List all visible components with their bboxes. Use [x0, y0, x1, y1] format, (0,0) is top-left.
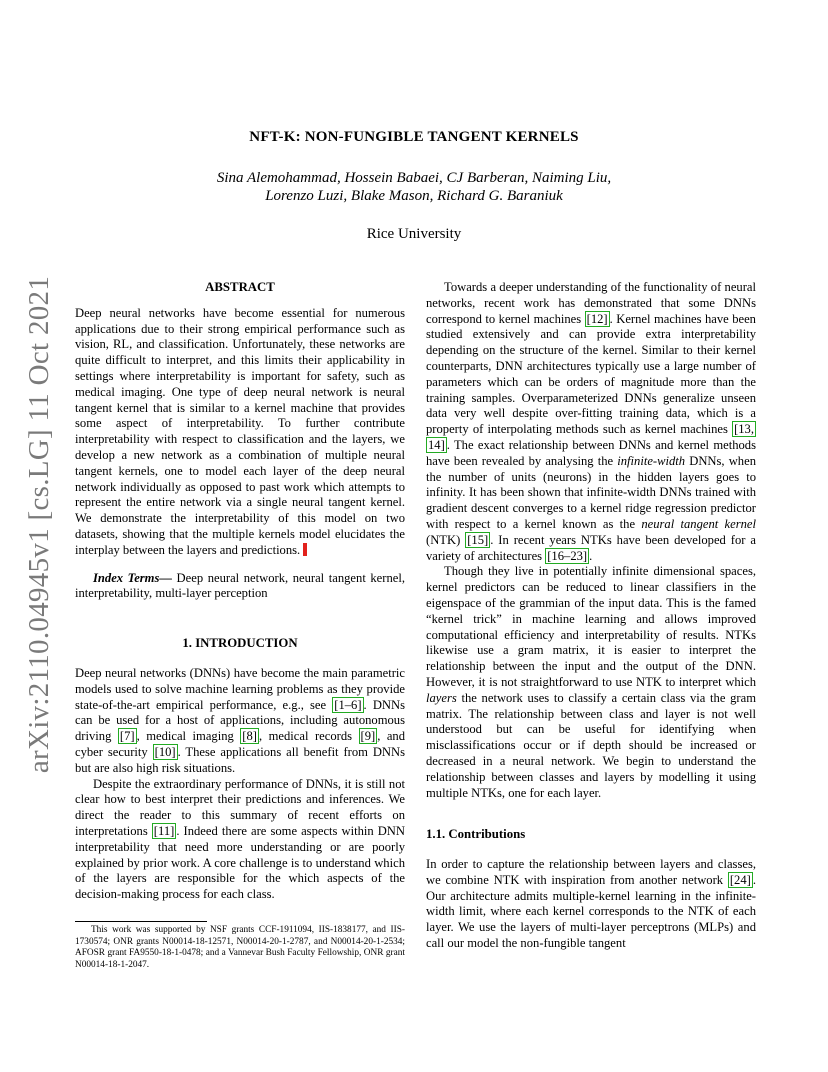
citation-link[interactable]: [8]	[242, 729, 257, 744]
citation-link[interactable]: [15]	[467, 532, 489, 547]
citation-link[interactable]: [9]	[360, 729, 376, 744]
text-run: . These applications all benefit from DNNs but are also high risk situations.	[75, 744, 406, 775]
right-column	[426, 280, 756, 952]
abstract-heading: ABSTRACT	[205, 280, 275, 294]
affiliation: Rice University	[366, 226, 462, 242]
intro-paragraph-2	[75, 777, 405, 903]
text-cursor-icon	[303, 543, 307, 556]
text-run: , and cyber security	[75, 729, 406, 759]
text-run: , medical imaging	[136, 729, 241, 744]
arxiv-stamp	[22, 275, 58, 773]
citation-link[interactable]: [24]	[729, 872, 751, 887]
text-run: . Kernel machines have been studied extensively and can provide extra interpretability depending on the structure of the kernel. Similar to their kernel counterparts, DNN architectures typically use a large number of parameters which can be orders of magnitude more than the training samples. Overparameterized DNNs generalize unseen data very well despite over-fitting training data, which is a property of interpolating methods such as kernel machines	[426, 311, 756, 437]
text-run: . In recent years NTKs have been developed for a variety of architectures	[426, 532, 756, 563]
intro-heading: 1. INTRODUCTION	[182, 636, 298, 651]
left-column	[75, 280, 405, 903]
emphasis-text: infinite-width	[617, 453, 686, 468]
text-run: Deep neural networks (DNNs) have become the main parametric models used to solve machine learning problems as they provide state-of-the-art empirical performance, e.g., see	[75, 665, 405, 712]
emphasis-text: layers	[426, 690, 457, 705]
citation-link[interactable]: [16–23]	[547, 548, 588, 563]
citation-link[interactable]: [7]	[119, 729, 135, 744]
right-paragraph-2	[426, 564, 756, 801]
text-run: the network uses to classify a certain class via the gram matrix. The relationship between class and layer is not well understood but can be useful for identifying when misclassifications occur or if depth should be increased or decreased in a neural network. We begin to understand the relationship between classes and layers by modelling it using multiple NTKs, one for each layer.	[426, 690, 756, 800]
abstract-text	[75, 306, 405, 559]
intro-paragraph-1	[75, 666, 405, 777]
text-run: In order to capture the relationship between layers and classes, we combine NTK with inspiration from another network	[426, 857, 756, 887]
citation-link[interactable]: [1–6]	[334, 697, 362, 712]
footnote-rule	[75, 921, 207, 922]
abstract-body: Deep neural networks have become essential for numerous applications due to their strong empirical performance such as vision, RL, and classification. Unfortunately, these networks are quite difficult to interpret, and this limits their applicability in settings where interpretability is important for safety, such as medical imaging. One type of deep neural network is neural tangent kernel that is similar to a kernel machine that provides some aspect of interpretability. To further contribute interpretability with respect to classification and the layers, we develop a new network as a combination of multiple neural tangent kernels, one to model each layer of the deep neural network individually as opposed to past work which attempts to represent the entire network via a single neural tangent kernel. We demonstrate the interpretability of this model on two datasets, showing that the multiple kernels model elucidates the interplay between the layers and predictions.	[75, 305, 405, 557]
author-list	[0, 169, 828, 205]
text-run: . Our architecture admits multiple-kernel learning in the infinite-width limit, where each kernel corresponds to the NTK of each layer. We use the layers of multi-layer perceptrons (MLPs) and call our model the non-fungible tangent	[426, 872, 756, 951]
emphasis-text: neural tangent kernel	[641, 516, 756, 531]
author-line-2: Lorenzo Luzi, Blake Mason, Richard G. Baraniuk	[265, 188, 563, 204]
right-paragraph-3	[426, 857, 756, 952]
footnote-text: This work was supported by NSF grants CCF-1911094, IIS-1838177, and IIS-1730574; ONR grants N00014-18-12571, N00014-20-1-2787, and N00014-20-1-2534; AFOSR grant FA9550-18-1-0478; and a Vannevar Bush Faculty Fellowship, ONR grant N00014-18-1-2047.	[75, 925, 405, 970]
index-terms	[75, 571, 405, 603]
arxiv-id: arXiv:2110.04945v1 [cs.LG] 11 Oct 2021	[23, 275, 56, 773]
contributions-heading: 1.1. Contributions	[426, 827, 526, 842]
author-line-1: Sina Alemohammad, Hossein Babaei, CJ Barberan, Naiming Liu,	[216, 170, 612, 186]
right-paragraph-1	[426, 280, 756, 564]
text-run: .	[589, 548, 593, 563]
text-run: , medical records	[258, 729, 359, 744]
text-run: . DNNs can be used for a host of applications, including autonomous driving	[75, 697, 406, 744]
text-run: (NTK)	[426, 532, 466, 547]
citation-link[interactable]: [11]	[153, 823, 175, 838]
funding-footnote	[75, 925, 405, 971]
index-terms-text: Deep neural network, neural tangent kernel, interpretability, multi-layer perception	[75, 570, 405, 601]
text-run: Towards a deeper understanding of the functionality of neural networks, recent work has demonstrated that some DNNs correspond to kernel machines	[426, 280, 756, 326]
citation-link[interactable]: [13,	[734, 422, 754, 437]
citation-link[interactable]: [10]	[154, 744, 176, 759]
text-run: . The exact relationship between DNNs and kernel methods have been revealed by analysing the	[426, 437, 756, 468]
citation-link[interactable]: 14]	[428, 437, 445, 452]
text-run: Despite the extraordinary performance of DNNs, it is still not clear how to best interpret their predictions and inferences. We direct the reader to this summary of recent efforts on interpretations	[75, 776, 405, 838]
text-run: . Indeed there are some aspects within DNN interpretability that need more understanding or are poorly explained by prior work. A core challenge is to understand which of the layers are responsible for the which aspects of the decision-making process for each class.	[75, 823, 406, 902]
citation-link[interactable]: [12]	[586, 311, 608, 326]
text-run: DNNs, when the number of units (neurons) in the hidden layers goes to infinity. It has been shown that infinite-width DNNs trained with gradient descent converges to a kernel ridge regression predictor with respect to a kernel known as the	[426, 453, 756, 531]
text-run: Though they live in potentially infinite dimensional spaces, kernel predictors can be reduced to linear classifiers in the eigenspace of the grammian of the input data. This is the famed “kernel trick” in machine learning and allows improved computational efficiency and interpretability of results. NTKs likewise use a gram matrix, it is easier to interpret the relationship between the input and the output of the DNN. However, it is not straightforward to use NTK to interpret which	[426, 564, 756, 689]
index-terms-label: Index Terms—	[93, 570, 172, 585]
paper-title: NFT-K: NON-FUNGIBLE TANGENT KERNELS	[249, 129, 579, 145]
